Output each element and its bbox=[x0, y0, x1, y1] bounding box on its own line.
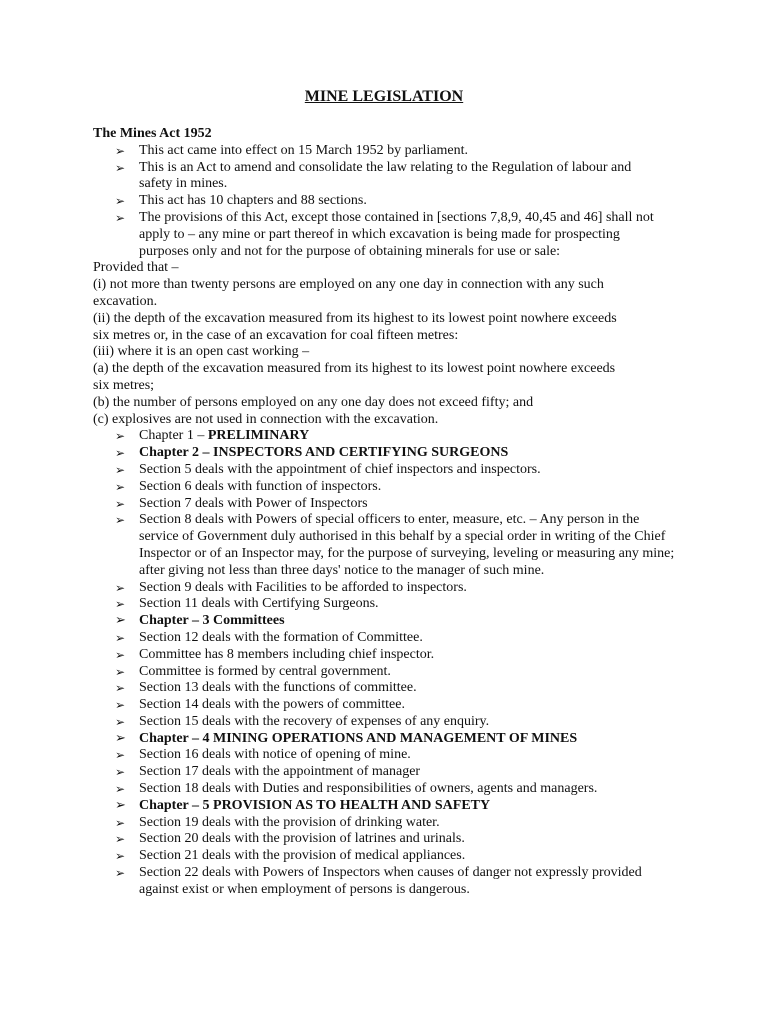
arrow-bullet-icon: ➢ bbox=[115, 748, 126, 763]
arrow-bullet-icon: ➢ bbox=[115, 210, 126, 225]
chapter-1-heading: ➢ Chapter 1 – PRELIMINARY bbox=[115, 428, 310, 444]
list-item: ➢ Section 14 deals with the powers of committee. bbox=[115, 697, 405, 713]
arrow-bullet-icon: ➢ bbox=[115, 866, 126, 881]
list-item: ➢ Section 18 deals with Duties and responsibilities of owners, agents and managers. bbox=[115, 781, 598, 797]
intro-bullet-list bbox=[93, 143, 683, 261]
arrow-bullet-icon: ➢ bbox=[115, 429, 126, 444]
list-item: ➢ This act has 10 chapters and 88 sections. bbox=[115, 193, 367, 209]
proviso-line: (ii) the depth of the excavation measured from its highest to its lowest point nowhere exceeds bbox=[93, 310, 617, 326]
arrow-bullet-icon: ➢ bbox=[115, 580, 126, 595]
chapter-5-heading: ➢ Chapter – 5 PROVISION AS TO HEALTH AND SAFETY bbox=[115, 797, 491, 813]
arrow-bullet-icon: ➢ bbox=[115, 496, 126, 511]
list-item: ➢ Section 15 deals with the recovery of expenses of any enquiry. bbox=[115, 713, 490, 729]
arrow-bullet-icon: ➢ bbox=[115, 143, 126, 158]
list-item: ➢ Section 6 deals with function of inspectors. bbox=[115, 478, 382, 494]
list-item: ➢ Section 12 deals with the formation of Committee. bbox=[115, 629, 423, 645]
list-item: ➢ The provisions of this Act, except those contained in [sections 7,8,9, 40,45 and 46] shall not apply to – any mine or part thereof in which excavation is being made for prospecting purposes only and not for the purpose of obtaining minerals for use or sale: bbox=[115, 209, 654, 259]
list-item: ➢ Committee has 8 members including chief inspector. bbox=[115, 646, 435, 662]
list-item: ➢ Section 13 deals with the functions of committee. bbox=[115, 680, 417, 696]
list-item: ➢ Section 22 deals with Powers of Inspectors when causes of danger not expressly provided against exist or when employment of persons is dangerous. bbox=[115, 865, 642, 897]
arrow-bullet-icon: ➢ bbox=[115, 782, 126, 797]
arrow-bullet-icon: ➢ bbox=[115, 462, 126, 477]
list-item: ➢ Section 17 deals with the appointment of manager bbox=[115, 764, 421, 780]
arrow-bullet-icon: ➢ bbox=[115, 479, 126, 494]
arrow-bullet-icon: ➢ bbox=[115, 160, 126, 175]
document-title: MINE LEGISLATION bbox=[304, 88, 464, 105]
list-item: ➢ Section 21 deals with the provision of medical appliances. bbox=[115, 848, 466, 864]
proviso-line: (c) explosives are not used in connection with the excavation. bbox=[93, 411, 439, 427]
list-item: ➢ Section 20 deals with the provision of latrines and urinals. bbox=[115, 831, 465, 847]
list-item: ➢ Section 11 deals with Certifying Surgeons. bbox=[115, 596, 379, 612]
arrow-bullet-icon: ➢ bbox=[115, 664, 126, 679]
list-item: ➢ Section 7 deals with Power of Inspectors bbox=[115, 495, 368, 511]
list-item: ➢ Section 19 deals with the provision of drinking water. bbox=[115, 814, 440, 830]
arrow-bullet-icon: ➢ bbox=[115, 797, 126, 813]
document-body bbox=[93, 126, 683, 899]
proviso-line: (i) not more than twenty persons are employed on any one day in connection with any such bbox=[93, 277, 604, 293]
proviso-line: Provided that – bbox=[93, 260, 179, 276]
arrow-bullet-icon: ➢ bbox=[115, 832, 126, 847]
list-item: ➢ This act came into effect on 15 March 1952 by parliament. bbox=[115, 142, 469, 158]
arrow-bullet-icon: ➢ bbox=[115, 681, 126, 696]
arrow-bullet-icon: ➢ bbox=[115, 765, 126, 780]
section-heading: The Mines Act 1952 bbox=[93, 126, 212, 141]
proviso-line: six metres; bbox=[93, 377, 155, 393]
proviso-line: excavation. bbox=[93, 293, 158, 309]
arrow-bullet-icon: ➢ bbox=[115, 597, 126, 612]
arrow-bullet-icon: ➢ bbox=[115, 194, 126, 209]
arrow-bullet-icon: ➢ bbox=[115, 815, 126, 830]
chapter-list bbox=[93, 428, 683, 898]
chapter-2-heading: ➢ Chapter 2 – INSPECTORS AND CERTIFYING SURGEONS bbox=[115, 445, 509, 461]
arrow-bullet-icon: ➢ bbox=[115, 730, 126, 746]
arrow-bullet-icon: ➢ bbox=[115, 630, 126, 645]
proviso-line: (iii) where it is an open cast working – bbox=[93, 344, 310, 360]
arrow-bullet-icon: ➢ bbox=[115, 513, 126, 528]
arrow-bullet-icon: ➢ bbox=[115, 714, 126, 729]
proviso-line: (b) the number of persons employed on any one day does not exceed fifty; and bbox=[93, 394, 534, 410]
arrow-bullet-icon: ➢ bbox=[115, 849, 126, 864]
arrow-bullet-icon: ➢ bbox=[115, 647, 126, 662]
proviso-line: six metres or, in the case of an excavation for coal fifteen metres: bbox=[93, 327, 459, 343]
list-item: ➢ This is an Act to amend and consolidate the law relating to the Regulation of labour and safety in mines. bbox=[115, 159, 632, 192]
arrow-bullet-icon: ➢ bbox=[115, 698, 126, 713]
list-item: ➢ Section 5 deals with the appointment of chief inspectors and inspectors. bbox=[115, 461, 541, 477]
list-item: ➢ Section 9 deals with Facilities to be afforded to inspectors. bbox=[115, 579, 467, 595]
arrow-bullet-icon: ➢ bbox=[115, 613, 126, 629]
list-item: ➢ Committee is formed by central government. bbox=[115, 663, 391, 679]
provisos-block bbox=[93, 260, 683, 428]
arrow-bullet-icon: ➢ bbox=[115, 446, 126, 461]
chapter-4-heading: ➢ Chapter – 4 MINING OPERATIONS AND MANAGEMENT OF MINES bbox=[115, 730, 578, 746]
list-item: ➢ Section 16 deals with notice of opening of mine. bbox=[115, 747, 411, 763]
list-item: ➢ Section 8 deals with Powers of special officers to enter, measure, etc. – Any person in the service of Government duly authorised in this behalf by a special order in writing of the Chief Inspector or of an Inspector may, for the purpose of surveying, leveling or measuring any mine; after giving not less than three days' notice to the manager of such mine. bbox=[115, 512, 675, 578]
proviso-line: (a) the depth of the excavation measured from its highest to its lowest point nowhere exceeds bbox=[93, 361, 616, 377]
chapter-3-heading: ➢ Chapter – 3 Committees bbox=[115, 613, 285, 629]
